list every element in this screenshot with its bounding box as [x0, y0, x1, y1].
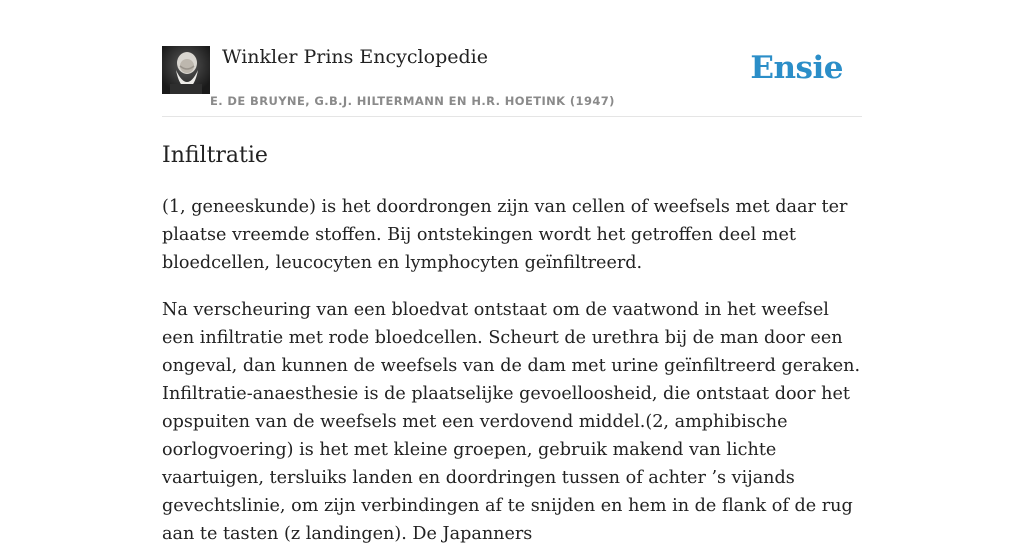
source-authors: E. DE BRUYNE, G.B.J. HILTERMANN EN H.R. HOETINK (1947)	[210, 94, 615, 108]
author-avatar[interactable]	[162, 46, 210, 94]
article-body	[162, 193, 862, 548]
article-paragraph: (1, geneeskunde) is het doordrongen zijn van cellen of weefsels met daar ter plaatse vreemde stoffen. Bij ontstekingen wordt het getroffen deel met bloedcellen, leucocyten en lymphocyten geïnfiltreerd.	[162, 197, 848, 273]
page	[162, 0, 862, 544]
article	[162, 117, 862, 548]
portrait-photo-icon	[162, 46, 210, 94]
source-header	[162, 0, 862, 117]
article-title: Infiltratie	[162, 143, 268, 168]
article-paragraph: Na verscheuring van een bloedvat ontstaat om de vaatwond in het weefsel een infiltratie met rode bloedcellen. Scheurt de urethra bij de man door een ongeval, dan kunnen de weefsels van de dam met urine geïnfiltreerd geraken. Infiltratie-anaesthesie is de plaatselijke gevoelloosheid, die ontstaat door het opspuiten van de weefsels met een verdovend middel.(2, amphibische oorlogvoering) is het met kleine groepen, gebruik makend van lichte vaartuigen, tersluiks landen en doordringen tussen of achter ’s vijands gevechtslinie, om zijn verbindingen af te snijden en hem in de flank of de rug aan te tasten (z landingen). De Japanners	[162, 300, 861, 544]
source-title[interactable]: Winkler Prins Encyclopedie	[222, 46, 488, 68]
ensie-logo[interactable]: Ensie	[750, 50, 843, 86]
